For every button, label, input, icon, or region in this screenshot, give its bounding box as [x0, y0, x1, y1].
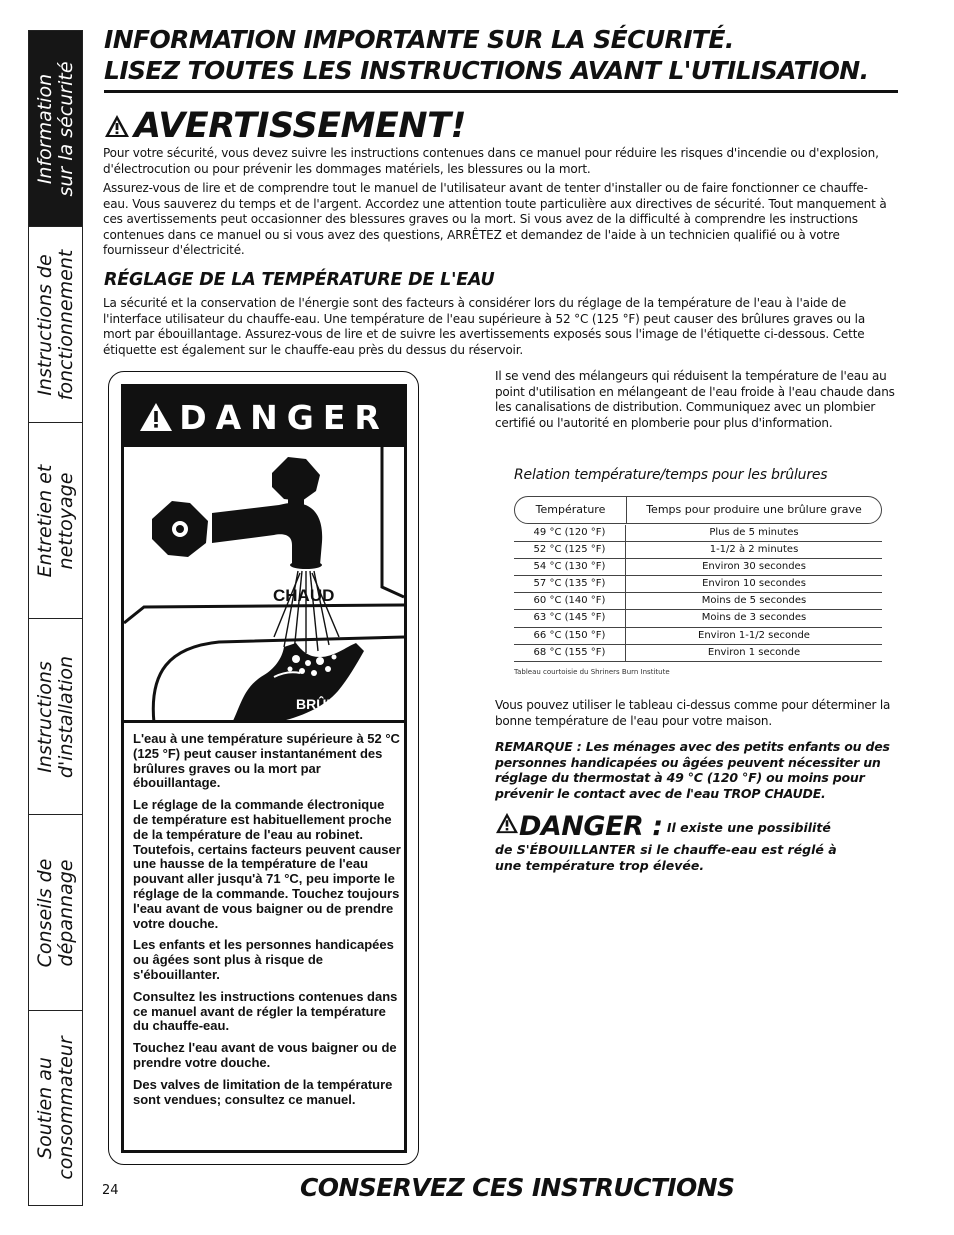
warning-title — [104, 104, 466, 148]
danger-notice-title: DANGER : — [519, 811, 663, 842]
table-cell: Moins de 5 secondes — [701, 595, 807, 607]
burn-table — [514, 525, 882, 662]
tab-troubleshooting[interactable] — [29, 815, 82, 1011]
table-cell: 66 °C (150 °F) — [514, 628, 626, 644]
tab-care[interactable] — [29, 423, 82, 619]
table-row — [514, 593, 882, 610]
table-usage-paragraph: Vous pouvez utiliser le tableau ci-dessus comme pour déterminer la bonne température de l'eau pour votre maison. — [495, 698, 891, 728]
warning-title-text: AVERTISSEMENT! — [134, 106, 466, 146]
footer-title: CONSERVEZ CES INSTRUCTIONS — [300, 1173, 735, 1202]
table-header-time: Temps pour produire une brûlure grave — [646, 503, 862, 516]
page-number: 24 — [102, 1183, 119, 1198]
header-line-1: INFORMATION IMPORTANTE SUR LA SÉCURITÉ. — [104, 25, 734, 54]
table-cell: 68 °C (155 °F) — [514, 645, 626, 661]
tab-label: Instructions de fonctionnement — [33, 249, 77, 400]
section-paragraph: La sécurité et la conservation de l'énergie sont des facteurs à considérer lors du réglage de la température de l'eau à l'aide de l'interface utilisateur du chauffe-eau. Une température de l'eau supérieure à 52 °C (125 °F) peut causer des brûlures graves ou la mort par ébouillantage. Assurez-vous de lire et de suivre les avertissements exposés sous l'image de l'étiquette ci-dessous. Cette étiquette est également sur le chauffe-eau près du dessus du réservoir. — [103, 296, 866, 357]
table-row — [514, 628, 882, 645]
section-tabs — [28, 30, 83, 1206]
label-paragraph: Consultez les instructions contenues dans ce manuel avant de régler la température du chauffe-eau. — [133, 988, 398, 1034]
table-cell: Environ 30 secondes — [702, 561, 806, 573]
table-cell: Moins de 3 secondes — [701, 612, 807, 624]
label-paragraph: Les enfants et les personnes handicapées ou âgées sont plus à risque de s'ébouillanter. — [133, 937, 394, 982]
table-row — [514, 542, 882, 559]
table-cell: Environ 1-1/2 seconde — [698, 629, 810, 641]
section-title: RÉGLAGE DE LA TEMPÉRATURE DE L'EAU — [104, 270, 495, 290]
hot-label: CHAUD — [273, 586, 335, 605]
tab-label: Information sur la sécurité — [33, 60, 77, 197]
table-cell: 63 °C (145 °F) — [514, 610, 626, 626]
tab-installation[interactable] — [29, 619, 82, 815]
table-row — [514, 559, 882, 576]
table-row — [514, 576, 882, 593]
tab-safety[interactable] — [29, 31, 82, 227]
label-paragraph: Touchez l'eau avant de vous baigner ou de prendre votre douche. — [133, 1040, 397, 1070]
tab-support[interactable] — [29, 1011, 82, 1205]
danger-label-text — [133, 732, 401, 1114]
table-cell: 49 °C (120 °F) — [514, 525, 626, 541]
table-cell: 60 °C (140 °F) — [514, 593, 626, 609]
warning-triangle-icon — [495, 812, 519, 834]
table-cell: 1-1/2 à 2 minutes — [709, 544, 799, 556]
table-header — [514, 496, 882, 524]
tab-label: Instructions d'installation — [33, 655, 77, 778]
table-cell: Environ 10 secondes — [702, 578, 806, 590]
table-cell: 52 °C (125 °F) — [514, 542, 626, 558]
table-header-temperature: Température — [515, 497, 627, 523]
table-caption: Relation température/temps pour les brûlures — [514, 467, 828, 483]
tab-label: Entretien et nettoyage — [33, 464, 77, 577]
table-source: Tableau courtoisie du Shriners Burn Institute — [514, 668, 670, 676]
danger-notice — [495, 812, 845, 873]
warning-paragraph-2: Assurez-vous de lire et de comprendre tout le manuel de l'utilisateur avant de tenter d'installer ou de faire fonctionner ce chauffe-eau. Vous sauverez du temps et de l'argent. Accordez une attention toute particulière aux directives de sécurité. Tout manquement à ces avertissements peut occasionner des blessures graves ou la mort. Si vous avez de la difficulté à comprendre les instructions contenues dans ce manuel ou si vous avez des questions, ARRÊTEZ et demandez de l'aide à un technicien qualifié ou à votre fournisseur d'électricité. — [103, 181, 887, 258]
danger-label-inner — [121, 384, 407, 1153]
table-cell: Plus de 5 minutes — [709, 527, 799, 538]
table-row — [514, 645, 882, 662]
warning-triangle-icon — [139, 402, 173, 432]
warning-triangle-icon — [104, 114, 130, 138]
danger-banner-text: DANGER — [179, 397, 389, 437]
warning-paragraph-1: Pour votre sécurité, vous devez suivre les instructions contenues dans ce manuel pour réduire les risques d'incendie ou d'explosion, d'électrocution ou pour prévenir les dommages matériels, les blessures ou la mort. — [103, 146, 879, 176]
faucet-hand-illustration — [124, 447, 404, 723]
header-line-2: LISEZ TOUTES LES INSTRUCTIONS AVANT L'UTILISATION. — [104, 56, 869, 85]
table-cell: Environ 1 seconde — [707, 646, 801, 658]
tab-operating[interactable] — [29, 227, 82, 423]
label-paragraph: Des valves de limitation de la température sont vendues; consultez ce manuel. — [133, 1076, 393, 1107]
tab-label: Conseils de dépannage — [33, 858, 77, 967]
danger-label — [108, 371, 419, 1165]
label-paragraph: L'eau à une température supérieure à 52 °C (125 °F) peut causer instantanément des brûlures graves ou la mort par ébouillantage. — [133, 731, 400, 791]
danger-banner — [124, 387, 404, 447]
danger-notice-text: Il existe une possibilité de S'ÉBOUILLANTER si le chauffe-eau est réglé à une température trop élevée. — [495, 820, 837, 873]
table-row — [514, 525, 882, 542]
table-cell: 57 °C (135 °F) — [514, 576, 626, 592]
scald-illustration — [124, 447, 404, 723]
burn-label: BRÛLURE — [296, 696, 365, 712]
label-paragraph: Le réglage de la commande électronique de température est habituellement proche de la température de l'eau au robinet. Toutefois, certains facteurs peuvent causer une hausse de la température de l'eau pouvant aller jusqu'à 71 °C, peu importe le réglage de la commande. Touchez toujours l'eau avant de vous baigner ou de prendre votre douche. — [133, 797, 401, 931]
table-row — [514, 610, 882, 627]
tab-label: Soutien au consommateur — [33, 1036, 77, 1180]
table-cell: 54 °C (130 °F) — [514, 559, 626, 575]
note-paragraph: REMARQUE : Les ménages avec des petits enfants ou des personnes handicapées ou âgées peuvent nécessiter un réglage du thermostat à 49 °C (120 °F) ou moins pour prévenir le contact avec de l'eau TROP CHAUDE. — [495, 739, 890, 801]
mixer-paragraph: Il se vend des mélangeurs qui réduisent la température de l'eau au point d'utilisation en mélangeant de l'eau froide à l'eau chaude dans les canalisations de distribution. Communiquez avec un plombier certifié ou l'autorité en plomberie pour plus d'information. — [495, 369, 895, 430]
page-header — [104, 24, 898, 93]
